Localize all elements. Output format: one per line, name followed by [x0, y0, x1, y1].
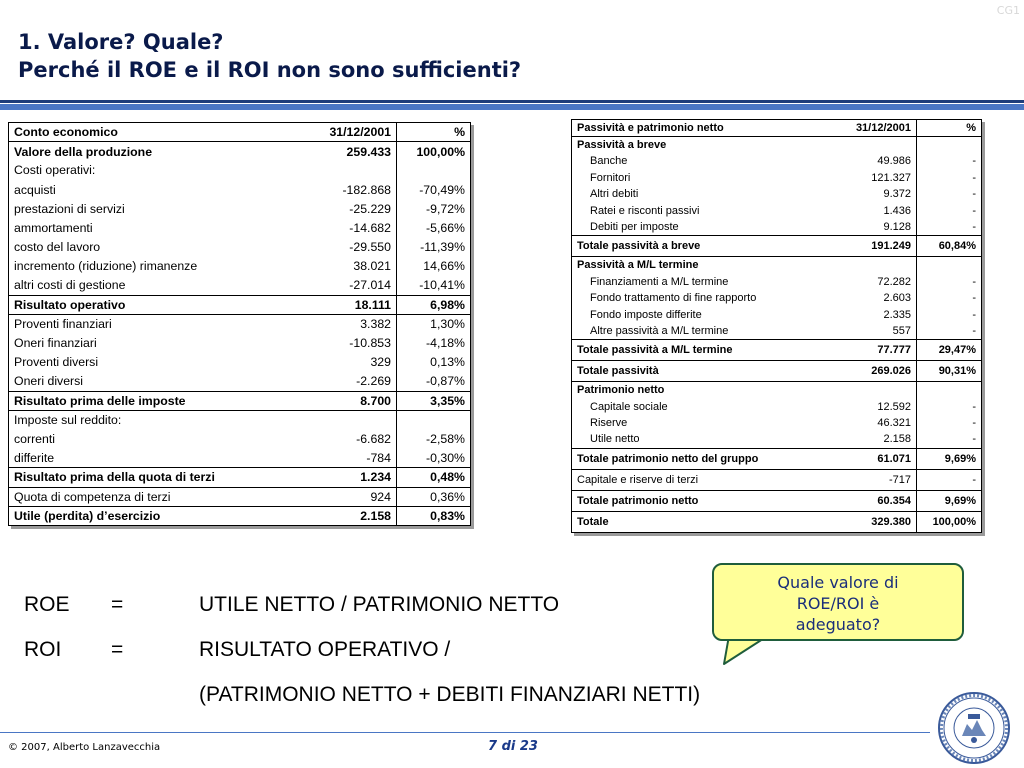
row-label: Capitale sociale — [590, 400, 668, 413]
balance-header-label: Passività e patrimonio netto — [572, 120, 812, 137]
row-value: 2.603 — [812, 290, 917, 307]
row-label: Oneri finanziari — [14, 336, 97, 351]
callout-line-1: Quale valore di — [777, 573, 899, 592]
row-value: 9.128 — [812, 219, 917, 236]
row-value: 61.071 — [812, 448, 917, 469]
row-label: Debiti per imposte — [572, 219, 812, 236]
row-value: -2.269 — [269, 372, 397, 391]
slide-title-line-2: Perché il ROE e il ROI non sono sufficienti? — [18, 58, 522, 82]
row-value — [812, 136, 917, 153]
table-row — [9, 391, 471, 410]
row-value: 8.700 — [269, 391, 397, 410]
row-value: 329 — [269, 353, 397, 372]
row-percent — [917, 136, 982, 153]
row-label: Proventi diversi — [14, 355, 99, 370]
roe-label: ROE — [24, 593, 70, 616]
row-label: altri costi di gestione — [9, 276, 269, 295]
roi-label: ROI — [24, 638, 62, 661]
row-percent: -2,58% — [426, 432, 465, 447]
table-row — [9, 161, 471, 180]
row-percent: 60,84% — [917, 236, 982, 257]
footer-rule — [0, 732, 930, 733]
row-label: Risultato prima delle imposte — [9, 391, 269, 410]
row-value: -6.682 — [269, 430, 397, 449]
roi-definition-line-1: RISULTATO OPERATIVO / — [199, 638, 451, 661]
table-row — [572, 136, 982, 153]
row-value: -717 — [812, 469, 917, 490]
row-label: correnti — [14, 432, 56, 447]
balance-header-date: 31/12/2001 — [812, 120, 917, 137]
row-percent: - — [972, 275, 976, 288]
row-percent: -5,66% — [426, 221, 465, 236]
callout-line-2: ROE/ROI è — [796, 594, 880, 613]
table-row — [572, 340, 982, 361]
table-row — [572, 323, 982, 340]
row-label: Imposte sul reddito: — [14, 413, 122, 428]
row-percent: 90,31% — [917, 361, 982, 382]
row-percent: 3,35% — [397, 391, 471, 410]
row-percent: - — [972, 417, 976, 430]
table-row — [572, 169, 982, 186]
roe-definition: UTILE NETTO / PATRIMONIO NETTO — [199, 593, 560, 616]
table-row — [9, 257, 471, 276]
table-row — [572, 273, 982, 290]
row-percent: 1,30% — [430, 317, 465, 332]
row-percent: -11,39% — [420, 240, 465, 255]
table-row — [572, 153, 982, 170]
row-value: -29.550 — [269, 238, 397, 257]
row-value: 9.372 — [812, 186, 917, 203]
row-value — [812, 382, 917, 399]
row-percent — [397, 161, 471, 180]
row-label: costo del lavoro — [14, 240, 101, 255]
table-row — [9, 449, 471, 468]
page-number: 7 di 23 — [488, 739, 538, 754]
row-value: 2.158 — [812, 431, 917, 448]
row-value: 72.282 — [812, 273, 917, 290]
row-label: Utile (perdita) d’esercizio — [14, 508, 161, 523]
row-label: ammortamenti — [14, 221, 93, 236]
row-value: 121.327 — [812, 169, 917, 186]
row-label: Risultato operativo — [9, 295, 269, 314]
row-value: 18.111 — [269, 295, 397, 314]
row-value: 46.321 — [812, 415, 917, 432]
row-label: Finanziamenti a M/L termine — [590, 275, 729, 288]
row-label: incremento (riduzione) rimanenze — [14, 259, 198, 274]
callout-line-3: adeguato? — [795, 615, 881, 634]
row-label: Valore della produzione — [14, 144, 153, 159]
table-row — [9, 314, 471, 333]
table-row — [572, 448, 982, 469]
row-value: 924 — [269, 487, 397, 506]
slide-title-line-1: 1. Valore? Quale? — [18, 30, 224, 54]
row-percent — [397, 410, 471, 429]
row-percent: 0,36% — [397, 487, 471, 506]
table-row — [9, 334, 471, 353]
row-percent — [917, 382, 982, 399]
university-seal-icon — [934, 690, 1014, 766]
row-percent: -10,41% — [397, 276, 471, 295]
row-label: Riserve — [590, 417, 628, 430]
roe-equals: = — [111, 593, 124, 616]
row-percent: 100,00% — [932, 515, 976, 528]
row-label: Totale passività — [572, 361, 812, 382]
row-percent: 29,47% — [917, 340, 982, 361]
row-value: 2.158 — [269, 506, 397, 525]
table-row — [572, 382, 982, 399]
income-header-row — [9, 123, 471, 142]
table-row — [9, 199, 471, 218]
table-row — [572, 398, 982, 415]
table-row — [572, 219, 982, 236]
row-value: -25.229 — [269, 199, 397, 218]
row-label: Passività a M/L termine — [577, 259, 699, 272]
row-percent: -70,49% — [419, 182, 465, 197]
row-label: Banche — [590, 154, 628, 167]
table-row — [9, 238, 471, 257]
table-row — [9, 218, 471, 237]
table-row — [572, 415, 982, 432]
row-value: -182.868 — [269, 180, 397, 199]
row-value: 12.592 — [812, 398, 917, 415]
roi-definition-line-2: (PATRIMONIO NETTO + DEBITI FINANZIARI NETTI) — [199, 683, 701, 706]
row-label: Ratei e risconti passivi — [590, 204, 700, 217]
table-row — [9, 410, 471, 429]
row-value: 557 — [812, 323, 917, 340]
table-row — [572, 431, 982, 448]
row-value — [269, 410, 397, 429]
table-row — [572, 236, 982, 257]
row-label: acquisti — [14, 182, 56, 197]
row-percent: - — [972, 204, 976, 217]
row-percent: - — [972, 154, 976, 167]
table-row — [572, 511, 982, 532]
row-percent: - — [972, 188, 976, 201]
copyright: © 2007, Alberto Lanzavecchia — [8, 742, 161, 753]
table-row — [572, 257, 982, 274]
title-rule-dark — [0, 100, 1024, 103]
income-statement-table — [8, 122, 471, 526]
row-label: Altre passività a M/L termine — [572, 323, 812, 340]
table-row — [572, 469, 982, 490]
row-label: differite — [9, 449, 269, 468]
balance-header-percent: % — [917, 120, 982, 137]
row-label: Oneri diversi — [9, 372, 269, 391]
row-label: Totale — [577, 515, 609, 528]
row-label: prestazioni di servizi — [14, 201, 125, 216]
income-header-label: Conto economico — [9, 123, 269, 142]
row-percent: - — [972, 292, 976, 305]
table-row — [9, 468, 471, 487]
table-row — [9, 487, 471, 506]
row-value: 60.354 — [812, 490, 917, 511]
row-percent: 14,66% — [423, 259, 465, 274]
table-row — [572, 361, 982, 382]
row-percent: - — [917, 219, 982, 236]
table-row — [9, 142, 471, 161]
row-value — [812, 257, 917, 274]
table-row — [9, 353, 471, 372]
row-value: 191.249 — [812, 236, 917, 257]
row-value: 269.026 — [812, 361, 917, 382]
row-percent: - — [972, 308, 976, 321]
balance-header-row — [572, 120, 982, 137]
row-value: 1.436 — [812, 202, 917, 219]
row-label: Totale passività a M/L termine — [572, 340, 812, 361]
row-label: Totale passività a breve — [572, 236, 812, 257]
table-row — [9, 430, 471, 449]
row-label: Passività a breve — [577, 138, 667, 151]
row-percent: 100,00% — [416, 144, 465, 159]
table-row — [572, 290, 982, 307]
table-row — [9, 372, 471, 391]
row-label: Utile netto — [572, 431, 812, 448]
row-value: 38.021 — [269, 257, 397, 276]
row-value: 329.380 — [812, 511, 917, 532]
table-row — [572, 186, 982, 203]
row-label: Altri debiti — [590, 188, 639, 201]
row-value — [269, 161, 397, 180]
row-percent: 9,69% — [917, 490, 982, 511]
row-label: Fornitori — [590, 171, 631, 184]
table-row — [9, 295, 471, 314]
row-label: Fondo trattamento di fine rapporto — [590, 292, 757, 305]
question-callout — [712, 563, 964, 641]
table-row — [9, 506, 471, 525]
table-row — [572, 202, 982, 219]
row-label: Quota di competenza di terzi — [9, 487, 269, 506]
row-value: 259.433 — [269, 142, 397, 161]
row-value: -10.853 — [269, 334, 397, 353]
row-percent: - — [972, 400, 976, 413]
row-percent: -0,87% — [397, 372, 471, 391]
row-label: Fondo imposte differite — [590, 308, 702, 321]
row-label: Patrimonio netto — [577, 384, 665, 397]
corner-tag: CG1 — [996, 4, 1020, 17]
row-percent — [917, 257, 982, 274]
table-row — [572, 306, 982, 323]
row-percent: -9,72% — [426, 201, 465, 216]
row-value: 2.335 — [812, 306, 917, 323]
income-header-date: 31/12/2001 — [269, 123, 397, 142]
row-percent: -0,30% — [397, 449, 471, 468]
row-value: -784 — [269, 449, 397, 468]
row-value: 1.234 — [269, 468, 397, 487]
row-label: Capitale e riserve di terzi — [572, 469, 812, 490]
table-row — [9, 276, 471, 295]
liabilities-equity-table — [571, 119, 982, 533]
slide-title — [18, 28, 521, 84]
table-row — [572, 490, 982, 511]
row-percent: 9,69% — [917, 448, 982, 469]
row-value: 3.382 — [269, 314, 397, 333]
row-label: Risultato prima della quota di terzi — [9, 468, 269, 487]
row-percent: - — [917, 323, 982, 340]
row-value: -27.014 — [269, 276, 397, 295]
row-label: Proventi finanziari — [14, 317, 112, 332]
table-row — [9, 180, 471, 199]
row-percent: - — [917, 431, 982, 448]
row-label: Costi operativi: — [14, 163, 96, 178]
row-label: Totale patrimonio netto del gruppo — [572, 448, 812, 469]
roi-equals: = — [111, 638, 124, 661]
row-percent: - — [917, 469, 982, 490]
row-percent: 0,48% — [397, 468, 471, 487]
row-percent: -4,18% — [426, 336, 465, 351]
row-value: 49.986 — [812, 153, 917, 170]
income-header-percent: % — [397, 123, 471, 142]
title-rule-light — [0, 104, 1024, 110]
row-percent: 6,98% — [397, 295, 471, 314]
row-percent: - — [972, 171, 976, 184]
row-percent: 0,83% — [430, 508, 465, 523]
row-label: Totale patrimonio netto — [572, 490, 812, 511]
row-percent: 0,13% — [430, 355, 465, 370]
row-value: 77.777 — [812, 340, 917, 361]
row-value: -14.682 — [269, 218, 397, 237]
